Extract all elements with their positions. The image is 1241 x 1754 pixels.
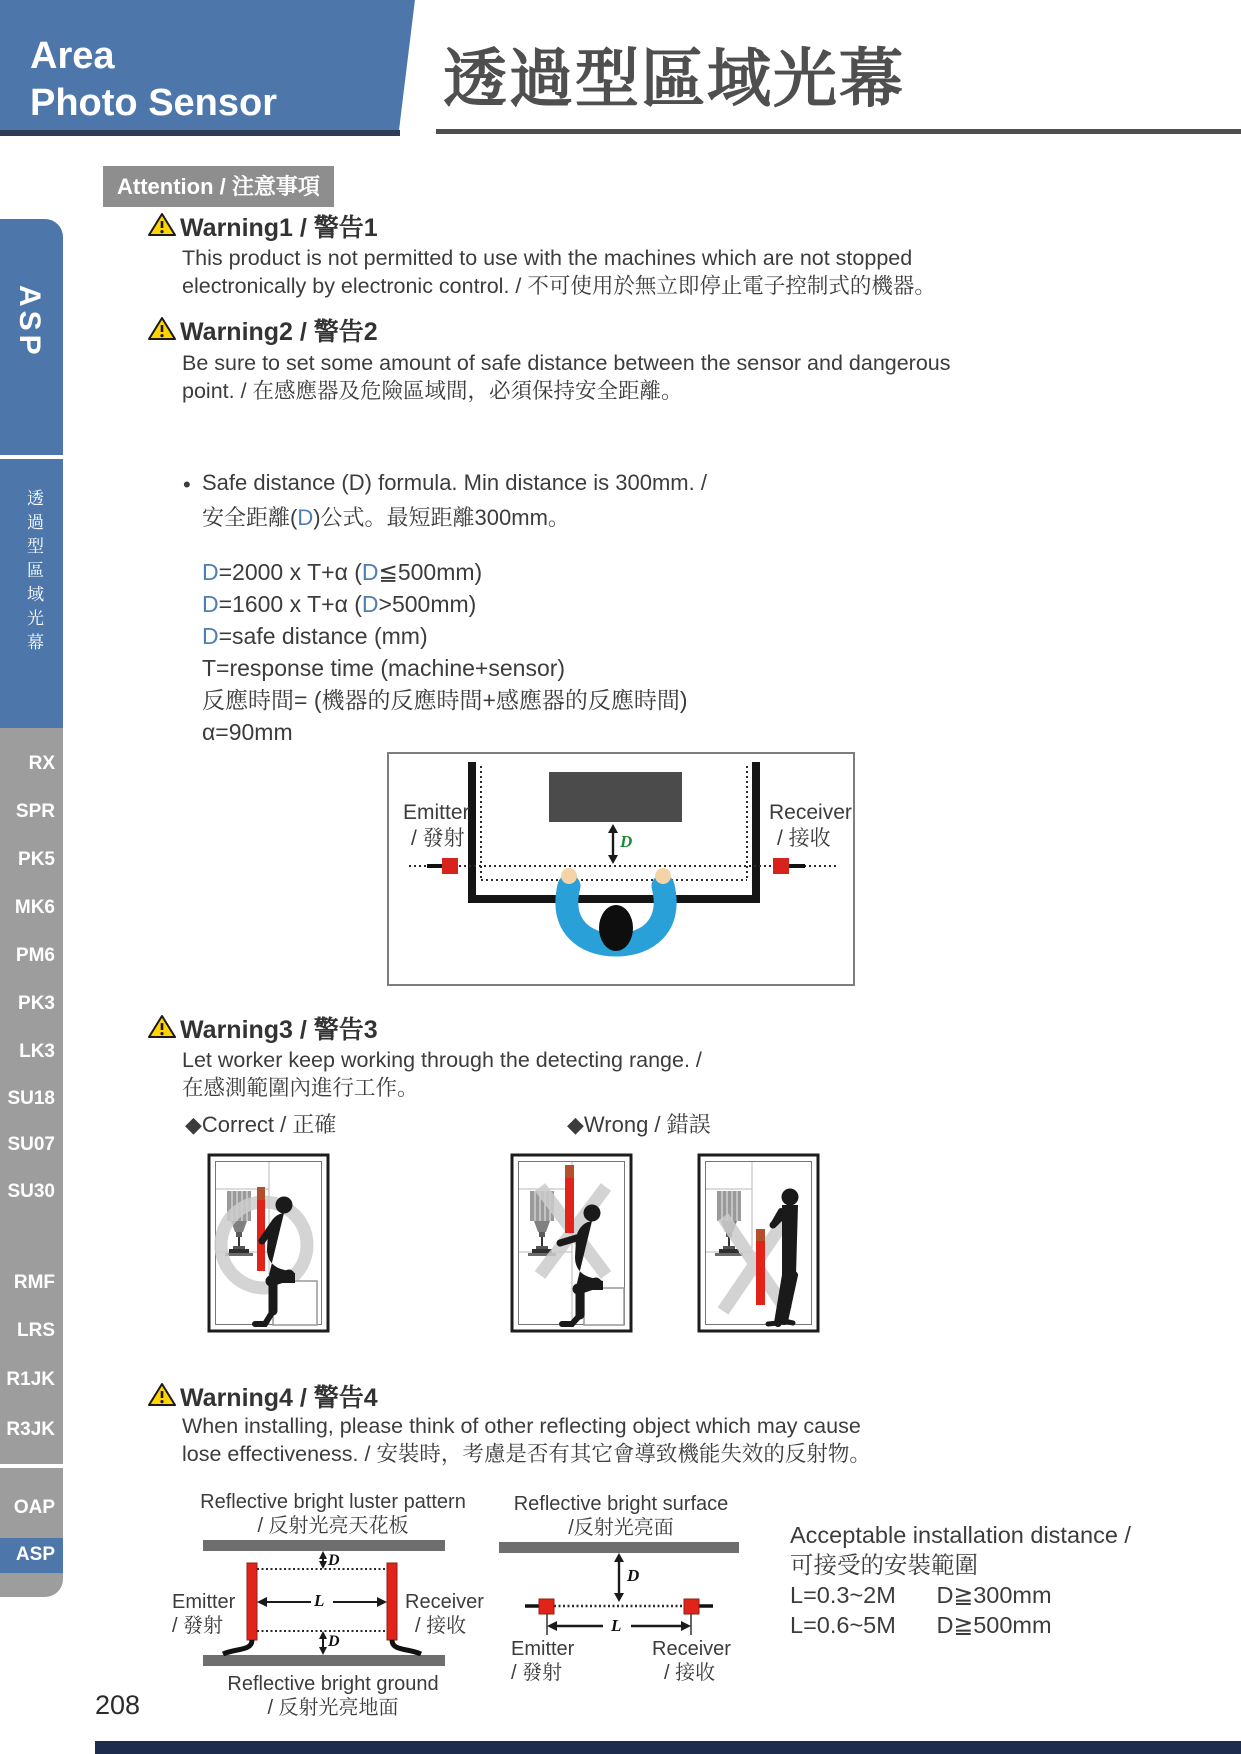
sidebar-item-asp-label: ASP [15,1544,55,1565]
sidebar-item-lrs: LRS [17,1320,55,1341]
sidebar-item-rmf: RMF [13,1272,55,1293]
sidebar-item-lk3: LK3 [19,1041,55,1062]
emitter-sensor [442,858,458,874]
formula-line1: D=2000 x T+α (D≦500mm) [202,559,483,585]
bullet-en: Safe distance (D) formula. Min distance is 300mm. / [202,470,707,495]
formula-line6: α=90mm [202,719,293,745]
title-underline [436,129,1241,134]
install-distance-row2: L=0.6~5M D≧500mm [790,1612,1052,1638]
surface-reflection-diagram [499,1490,743,1710]
warning-icon [148,1382,176,1407]
arrowhead [608,824,618,833]
sidebar-divider [0,1464,63,1468]
receiver-label: Receiver / 接收 [652,1638,731,1684]
receiver-sensor [684,1599,699,1614]
sidebar-item-mk6: MK6 [14,897,55,918]
sidebar-tab-asp-top [0,219,63,455]
wrong-label: ◆Wrong / 錯誤 [567,1112,711,1137]
correct-usage-illustration [207,1153,330,1333]
page-title: 透過型區域光幕 [443,43,905,115]
warning1-line1: This product is not permitted to use with the machines which are not stopped [182,246,913,270]
correct-label: ◆Correct / 正確 [185,1112,337,1137]
ceiling-diagram-title: Reflective bright luster pattern / 反射光亮天花板 [200,1491,466,1537]
install-distance-row1: L=0.3~2M D≧300mm [790,1582,1052,1608]
ceiling-reflection-diagram [168,1490,498,1735]
warning-icon [148,212,176,237]
warning1-line2: electronically by electronic control. / 不可使用於無立即停止電子控制式的機器。 [182,274,936,298]
d-top-label: D [328,1552,340,1569]
formula-line4: T=response time (machine+sensor) [202,655,566,681]
receiver-label: Receiver / 接收 [405,1591,484,1637]
emitter-label: Emitter / 發射 [511,1638,575,1684]
emitter-sensor [539,1599,554,1614]
sidebar-item-pk3: PK3 [18,993,55,1014]
sidebar-item-r3jk: R3JK [6,1419,55,1440]
receiver-stub [789,864,805,868]
sidebar-tab-category-label: 透過型區域光幕 [24,489,43,657]
ground-caption: Reflective bright ground / 反射光亮地面 [227,1673,439,1719]
emitter-stub [427,864,443,868]
receiver-bar [387,1563,397,1640]
warning-icon [148,1014,176,1039]
emitter-cable [223,1640,252,1654]
warning1-title: Warning1 / 警告1 [180,214,378,242]
product-name-line2: Photo Sensor [30,82,278,124]
surface-diagram-title: Reflective bright surface /反射光亮面 [513,1493,729,1539]
sidebar-item-rx: RX [28,753,55,774]
warning3-title: Warning3 / 警告3 [180,1016,378,1044]
safe-distance-drawing [389,754,853,984]
wrong-usage-illustration-2 [697,1153,820,1333]
emitter-bar [247,1563,257,1640]
attention-label: Attention / 注意事項 [103,166,334,207]
sidebar-tab-asp-label: ASP [13,285,46,359]
install-distance-block [790,1520,1131,1640]
sidebar-tab-category [0,459,63,728]
warning2-title: Warning2 / 警告2 [180,318,378,346]
l-label: L [314,1591,325,1610]
sidebar-item-pm6: PM6 [15,945,55,966]
sidebar-item-su07: SU07 [7,1134,55,1155]
l-label: L [611,1616,622,1635]
ground-bar [203,1655,445,1666]
warning4-title: Warning4 / 警告4 [180,1384,378,1412]
footer-bar [95,1741,1241,1754]
warning4-line2: lose effectiveness. / 安裝時，考慮是否有其它會導致機能失效的反射物。 [182,1442,871,1466]
d-label: D [627,1566,640,1585]
receiver-sensor [773,858,789,874]
d-distance-label: D [620,832,633,851]
warning3-line2: 在感測範圍內進行工作。 [182,1076,419,1100]
formula-line3: D=safe distance (mm) [202,623,428,649]
wrong-usage-illustration-1 [510,1153,633,1333]
bullet-zh: 安全距離(D)公式。最短距離300mm。 [202,505,570,530]
warning2-line2: point. / 在感應器及危險區域間，必須保持安全距離。 [182,379,683,403]
warning3-line1: Let worker keep working through the detecting range. / [182,1048,702,1072]
install-distance-line1: Acceptable installation distance / [790,1522,1131,1548]
worker-head [599,905,633,951]
product-name-en [30,33,277,127]
emitter-label: Emitter / 發射 [172,1591,236,1637]
sidebar-item-asp-active [0,1538,63,1573]
worker-hand [561,868,577,884]
bullet-marker: • [183,472,191,497]
d-symbol: D [297,505,314,530]
sidebar-item-r1jk: R1JK [6,1369,55,1390]
worker-hand [655,868,671,884]
product-name-line1: Area [30,35,115,77]
formula-line5: 反應時間= (機器的反應時間+感應器的反應時間) [202,687,688,713]
sidebar-item-pk5: PK5 [18,849,55,870]
warning2-line1: Be sure to set some amount of safe distance between the sensor and dangerous [182,351,951,375]
safe-distance-diagram [387,752,855,986]
formula-line2: D=1600 x T+α (D>500mm) [202,591,477,617]
sidebar-product-index [0,728,63,1597]
reflective-bar [499,1542,739,1553]
sidebar-item-spr: SPR [15,801,55,822]
sidebar-item-su30: SU30 [7,1181,55,1202]
arrowhead [608,855,618,864]
d-bottom-label: D [328,1633,340,1650]
header-underline-navy [0,130,400,136]
sidebar-item-oap: OAP [13,1497,55,1518]
receiver-label: Receiver / 接收 [769,801,852,850]
install-distance-line2: 可接受的安裝範圍 [790,1552,978,1578]
warning4-line1: When installing, please think of other reflecting object which may cause [182,1414,861,1438]
receiver-cable [392,1640,421,1654]
ceiling-bar [203,1540,445,1551]
machine-block [549,772,682,822]
sidebar-item-su18: SU18 [7,1088,55,1109]
warning-icon [148,316,176,341]
emitter-label: Emitter / 發射 [403,801,470,850]
page-number: 208 [95,1690,141,1720]
